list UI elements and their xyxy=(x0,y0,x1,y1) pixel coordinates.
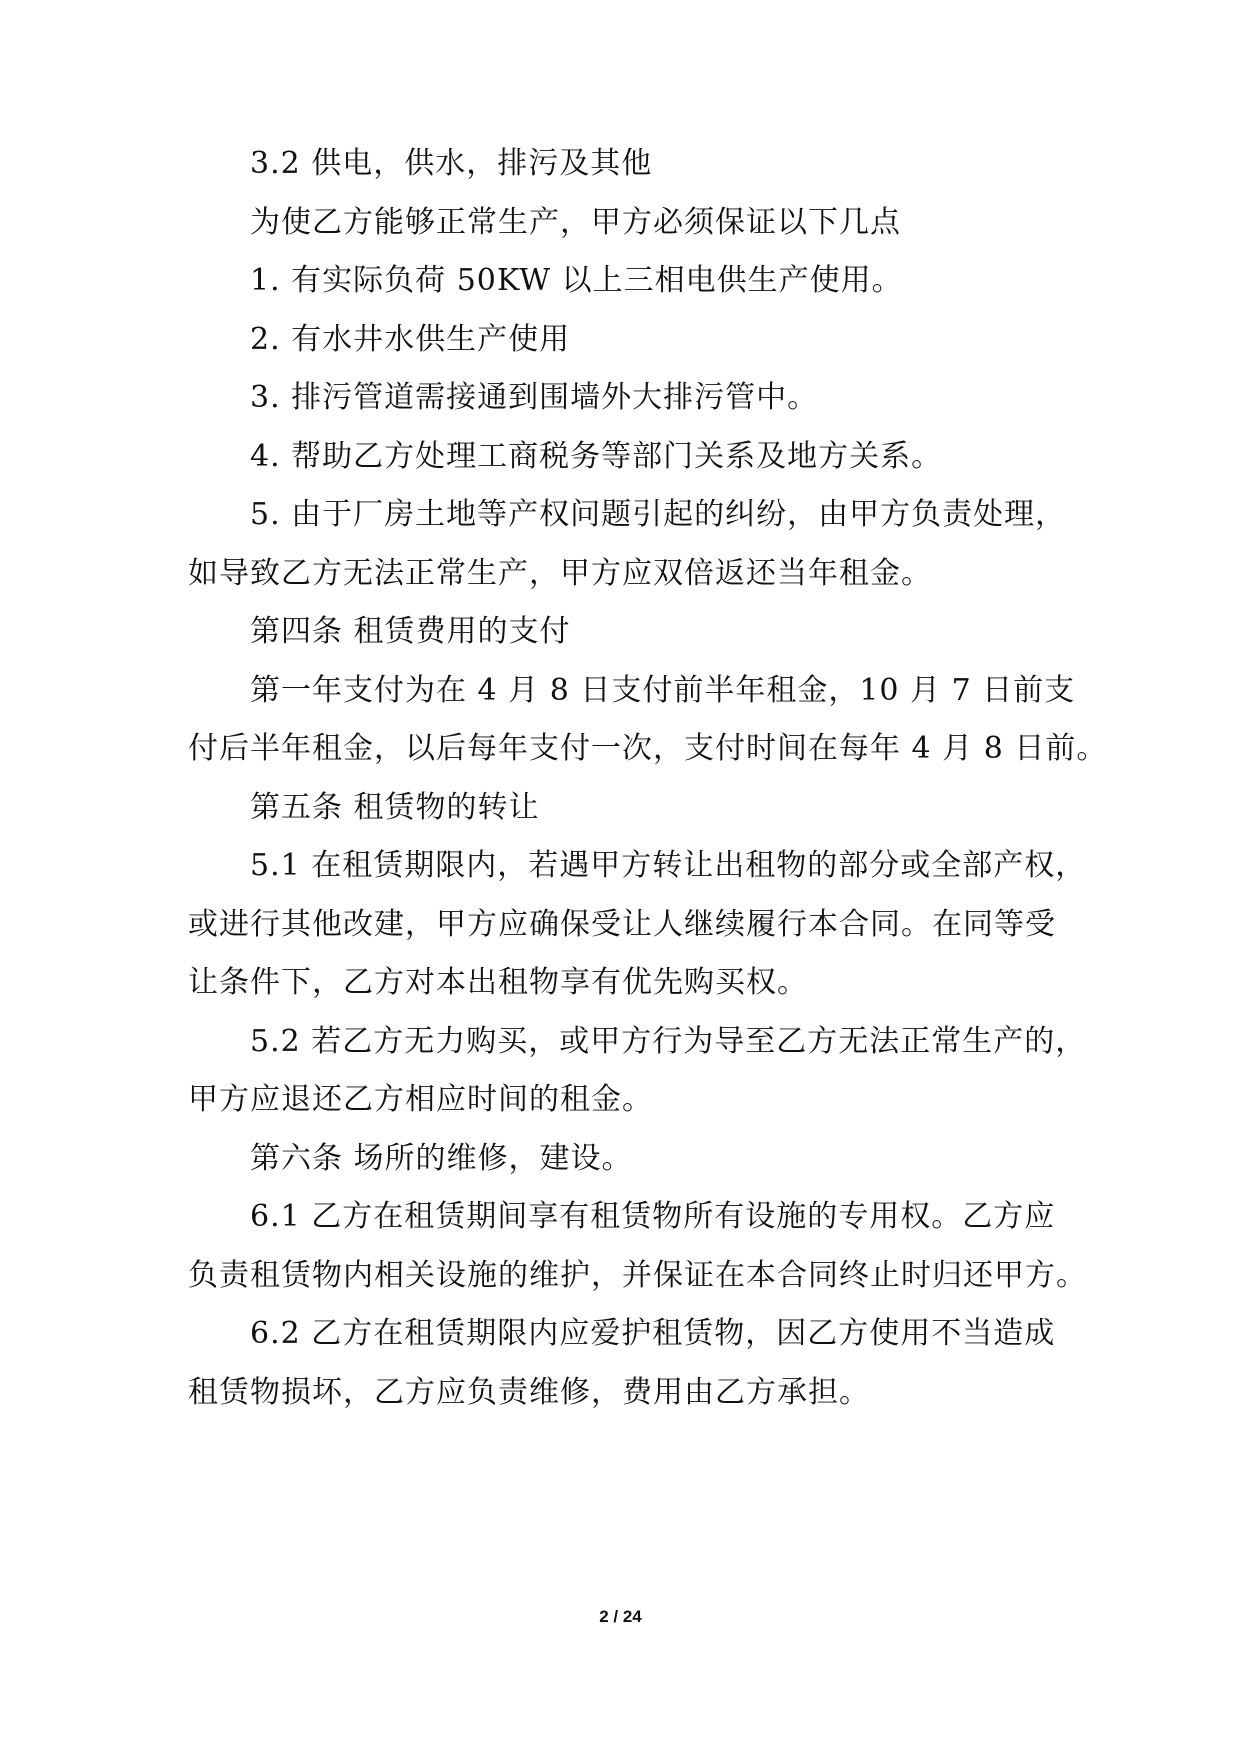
text-line: 或进行其他改建，甲方应确保受让人继续履行本合同。在同等受 xyxy=(188,907,1056,942)
text-line: 甲方应退还乙方相应时间的租金。 xyxy=(188,1082,653,1117)
text-line: 1. 有实际负荷 50KW 以上三相电供生产使用。 xyxy=(250,263,903,298)
section-heading: 第六条 场所的维修，建设。 xyxy=(250,1141,633,1176)
text-line: 负责租赁物内相关设施的维护，并保证在本合同终止时归还甲方。 xyxy=(188,1258,1087,1293)
text-line: 5.2 若乙方无力购买，或甲方行为导至乙方无法正常生产的， xyxy=(250,1024,1087,1059)
text-line: 3. 排污管道需接通到围墙外大排污管中。 xyxy=(250,380,819,415)
text-line: 为使乙方能够正常生产，甲方必须保证以下几点 xyxy=(250,205,901,240)
text-line: 2. 有水井水供生产使用 xyxy=(250,322,571,357)
section-heading: 第五条 租赁物的转让 xyxy=(250,790,540,825)
text-line: 5. 由于厂房土地等产权问题引起的纠纷，由甲方负责处理， xyxy=(250,497,1067,532)
text-line: 4. 帮助乙方处理工商税务等部门关系及地方关系。 xyxy=(250,439,943,474)
page-number: 2 / 24 xyxy=(599,1607,642,1626)
text-line: 租赁物损坏，乙方应负责维修，费用由乙方承担。 xyxy=(188,1375,870,1410)
section-heading: 第四条 租赁费用的支付 xyxy=(250,614,571,649)
text-line: 6.1 乙方在租赁期间享有租赁物所有设施的专用权。乙方应 xyxy=(250,1199,1056,1234)
text-line: 3.2 供电，供水，排污及其他 xyxy=(250,146,653,181)
text-line: 让条件下，乙方对本出租物享有优先购买权。 xyxy=(188,965,808,1000)
text-line: 如导致乙方无法正常生产，甲方应双倍返还当年租金。 xyxy=(188,556,932,591)
text-line: 5.1 在租赁期限内，若遇甲方转让出租物的部分或全部产权， xyxy=(250,848,1087,883)
text-line: 第一年支付为在 4 月 8 日支付前半年租金，10 月 7 日前支 xyxy=(250,673,1076,708)
text-line: 付后半年租金，以后每年支付一次，支付时间在每年 4 月 8 日前。 xyxy=(188,731,1108,766)
text-line: 6.2 乙方在租赁期限内应爱护租赁物，因乙方使用不当造成 xyxy=(250,1316,1056,1351)
